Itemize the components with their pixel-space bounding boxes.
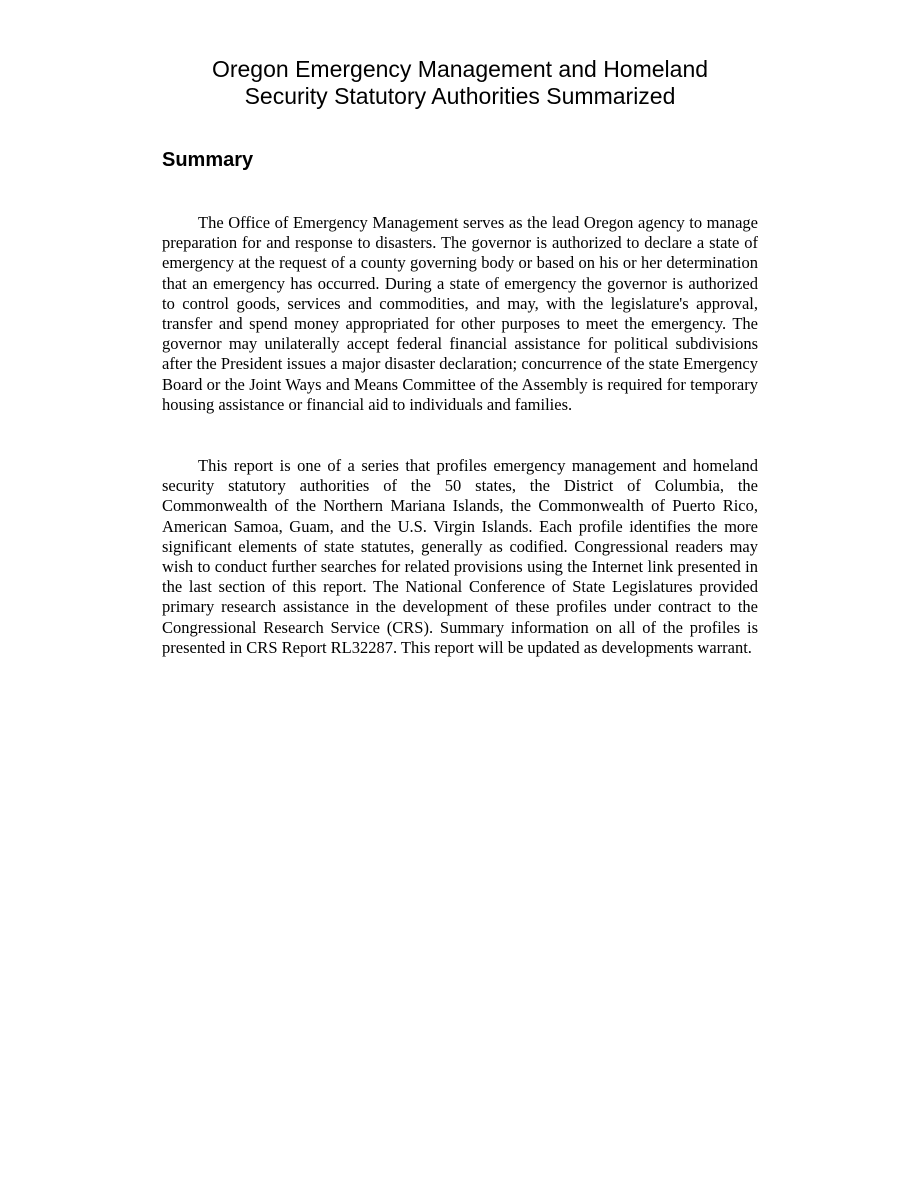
document-title	[162, 56, 758, 110]
document-title-line-1: Oregon Emergency Management and Homeland	[211, 56, 709, 82]
document-title-line-2: Security Statutory Authorities Summarized	[244, 83, 676, 109]
summary-heading: Summary	[162, 149, 254, 171]
summary-paragraph-2: This report is one of a series that profiles emergency management and homeland security statutory authorities of the 50 states, the District of Columbia, the Commonwealth of the Northern Mariana Islands, the Commonwealth of Puerto Rico, American Samoa, Guam, and the U.S. Virgin Islands. Each profile identifies the more significant elements of state statutes, generally as codified. Congressional readers may wish to conduct further searches for related provisions using the Internet link presented in the last section of this report. The National Conference of State Legislatures provided primary research assistance in the development of these profiles under contract to the Congressional Research Service (CRS). Summary information on all of the profiles is presented in CRS Report RL32287. This report will be updated as developments warrant.	[162, 456, 758, 657]
summary-paragraph-1: The Office of Emergency Management serves as the lead Oregon agency to manage preparation for and response to disasters. The governor is authorized to declare a state of emergency at the request of a county governing body or based on his or her determination that an emergency has occurred. During a state of emergency the governor is authorized to control goods, services and commodities, and may, with the legislature's approval, transfer and spend money appropriated for other purposes to meet the emergency. The governor may unilaterally accept federal financial assistance for political subdivisions after the President issues a major disaster declaration; concurrence of the state Emergency Board or the Joint Ways and Means Committee of the Assembly is required for temporary housing assistance or financial aid to individuals and families.	[162, 213, 758, 414]
